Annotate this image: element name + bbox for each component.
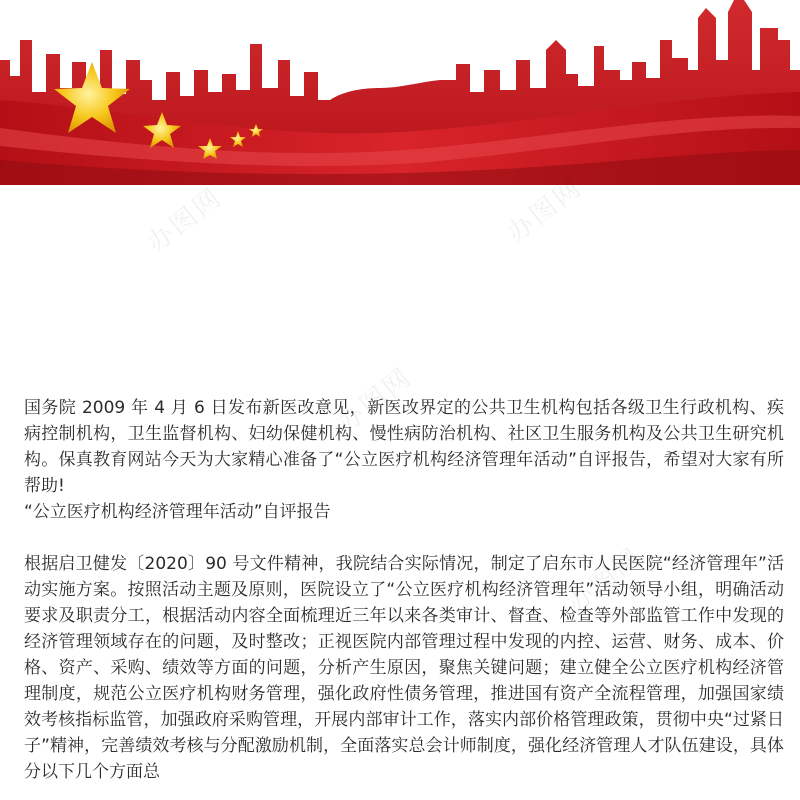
watermark: 办图网: [561, 541, 649, 620]
watermark: 办图网: [501, 171, 589, 250]
intro-paragraph: 国务院 2009 年 4 月 6 日发布新医改意见，新医改界定的公共卫生机构包括各级卫生行政机构、疾病控制机构，卫生监督机构、妇幼保健机构、慢性病防治机构、社区卫生服务机构及公共卫生研究机构。保真教育网站今天为大家精心准备了“公立医疗机构经济管理年活动”自评报告，希望对大家有所帮助!: [24, 398, 784, 496]
body-paragraph: 根据启卫健发〔2020〕90 号文件精神，我院结合实际情况，制定了启东市人民医院“经济管理年”活动实施方案。按照活动主题及原则，医院设立了“公立医疗机构经济管理年”活动领导小组，明确活动要求及职责分工，根据活动内容全面梳理近三年以来各类审计、督查、检查等外部监管工作中发现的经济管理领域存在的问题，及时整改；正视医院内部管理过程中发现的内控、运营、财务、成本、价格、资产、采购、绩效等方面的问题，分析产生原因，聚焦关键问题；建立健全公立医疗机构经济管理制度，规范公立医疗机构财务管理，强化政府性债务管理，推进国有资产全流程管理，加强国家绩效考核指标监管，加强政府采购管理，开展内部审计工作，落实内部价格管理政策，贯彻中央“过紧日子”精神，完善绩效考核与分配激励机制，全面落实总会计师制度，强化经济管理人才队伍建设，具体分以下几个方面总: [24, 554, 784, 782]
document-body: [24, 395, 784, 785]
watermark: 办图网: [331, 361, 419, 440]
watermark: 办图网: [141, 181, 229, 260]
header-banner: [0, 0, 800, 185]
document-title: “公立医疗机构经济管理年活动”自评报告: [24, 502, 331, 522]
